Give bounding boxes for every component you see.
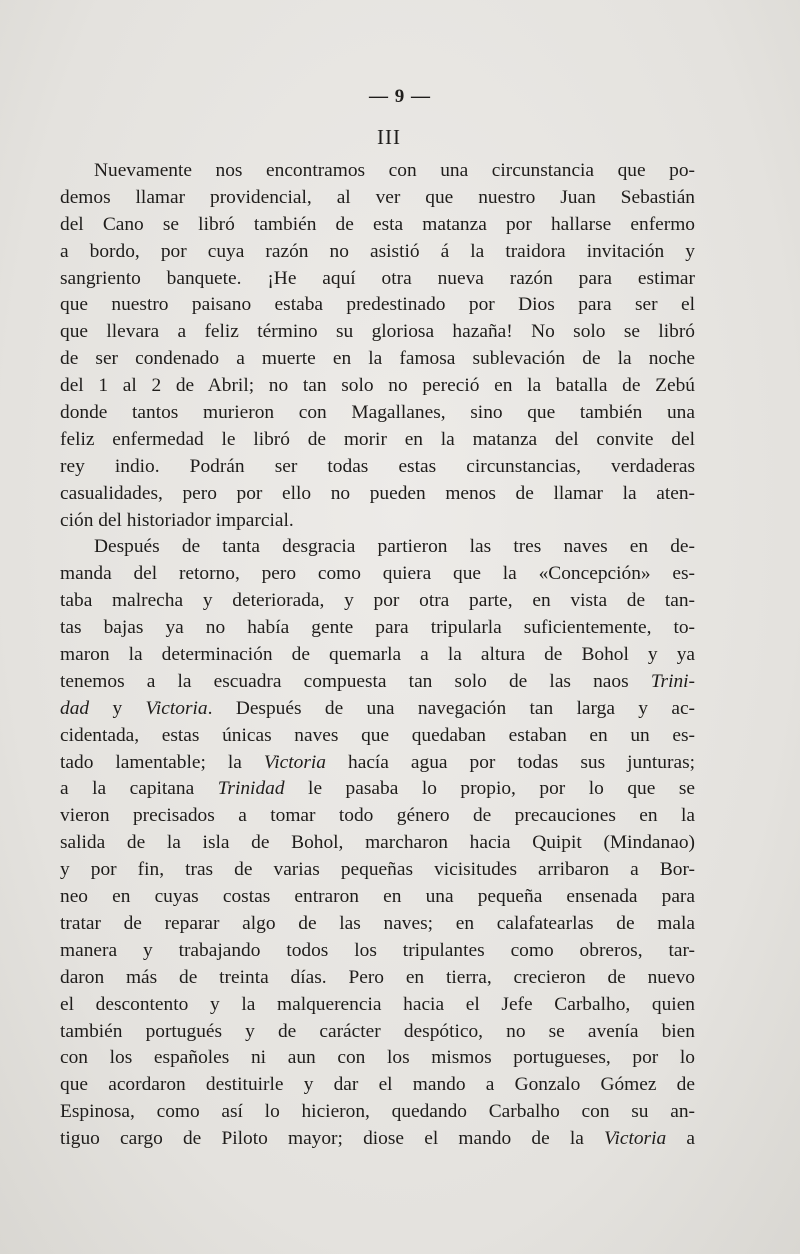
text-line: a la capitana Trinidad le pasaba lo propio, por lo que se bbox=[60, 778, 695, 800]
text-line: taba malrecha y deteriorada, y por otra parte, en vista de tan- bbox=[60, 590, 695, 612]
text-line: salida de la isla de Bohol, marcharon hacia Quipit (Mindanao) bbox=[60, 832, 695, 854]
text-line: del Cano se libró también de esta matanza por hallarse enfermo bbox=[60, 213, 695, 235]
text-line: maron la determinación de quemarla a la altura de Bohol y ya bbox=[60, 644, 695, 666]
text-line: neo en cuyas costas entraron en una pequeña ensenada para bbox=[60, 886, 695, 908]
text-line: Espinosa, como así lo hicieron, quedando Carbalho con su an- bbox=[60, 1101, 695, 1123]
text-line: tenemos a la escuadra compuesta tan solo de las naos Trini- bbox=[60, 670, 695, 692]
text-line: rey indio. Podrán ser todas estas circunstancias, verdaderas bbox=[60, 455, 695, 477]
text-line: Después de tanta desgracia partieron las tres naves en de- bbox=[94, 536, 695, 558]
text-line: dad y Victoria. Después de una navegación tan larga y ac- bbox=[60, 697, 696, 719]
text-line: daron más de treinta días. Pero en tierra, crecieron de nuevo bbox=[60, 966, 695, 988]
text-line: que nuestro paisano estaba predestinado por Dios para ser el bbox=[60, 294, 695, 316]
text-line: también portugués y de carácter despótico, no se avenía bien bbox=[60, 1020, 695, 1042]
text-line: y por fin, tras de varias pequeñas vicisitudes arribaron a Bor- bbox=[60, 859, 695, 881]
text-line: tiguo cargo de Piloto mayor; diose el mando de la Victoria a bbox=[60, 1128, 695, 1150]
text-line: manera y trabajando todos los tripulantes como obreros, tar- bbox=[60, 939, 695, 961]
text-line: donde tantos murieron con Magallanes, sino que también una bbox=[60, 402, 695, 424]
text-line: de ser condenado a muerte en la famosa sublevación de la noche bbox=[60, 348, 695, 370]
text-line: demos llamar providencial, al ver que nuestro Juan Sebastián bbox=[60, 186, 695, 208]
text-line: cidentada, estas únicas naves que quedaban estaban en un es- bbox=[60, 724, 695, 746]
text-line: Nuevamente nos encontramos con una circunstancia que po- bbox=[94, 160, 695, 181]
text-line: que llevara a feliz término su gloriosa hazaña! No solo se libró bbox=[60, 321, 695, 343]
text-line: el descontento y la malquerencia hacia el Jefe Carbalho, quien bbox=[60, 993, 695, 1015]
text-line: a bordo, por cuya razón no asistió á la traidora invitación y bbox=[60, 240, 695, 262]
text-line: feliz enfermedad le libró de morir en la matanza del convite del bbox=[60, 428, 695, 450]
text-line: con los españoles ni aun con los mismos portugueses, por lo bbox=[60, 1047, 695, 1069]
text-line: tratar de reparar algo de las naves; en calafatearlas de mala bbox=[60, 912, 695, 934]
text-line: casualidades, pero por ello no pueden menos de llamar la aten- bbox=[60, 482, 695, 504]
text-line: que acordaron destituirle y dar el mando a Gonzalo Gómez de bbox=[60, 1074, 695, 1096]
text-line: sangriento banquete. ¡He aquí otra nueva razón para estimar bbox=[60, 267, 695, 289]
text-line: manda del retorno, pero como quiera que la «Concepción» es- bbox=[60, 563, 695, 585]
text-line: tado lamentable; la Victoria hacía agua por todas sus junturas; bbox=[60, 751, 696, 773]
body-text bbox=[60, 158, 695, 1153]
text-line: del 1 al 2 de Abril; no tan solo no pereció en la batalla de Zebú bbox=[60, 375, 695, 397]
section-heading: III bbox=[377, 125, 401, 149]
text-line: ción del historiador imparcial. bbox=[60, 509, 294, 531]
text-line: vieron precisados a tomar todo género de precauciones en la bbox=[60, 805, 695, 827]
page-number: — 9 — bbox=[369, 86, 431, 107]
text-line: tas bajas ya no había gente para tripularla suficientemente, to- bbox=[60, 617, 695, 639]
